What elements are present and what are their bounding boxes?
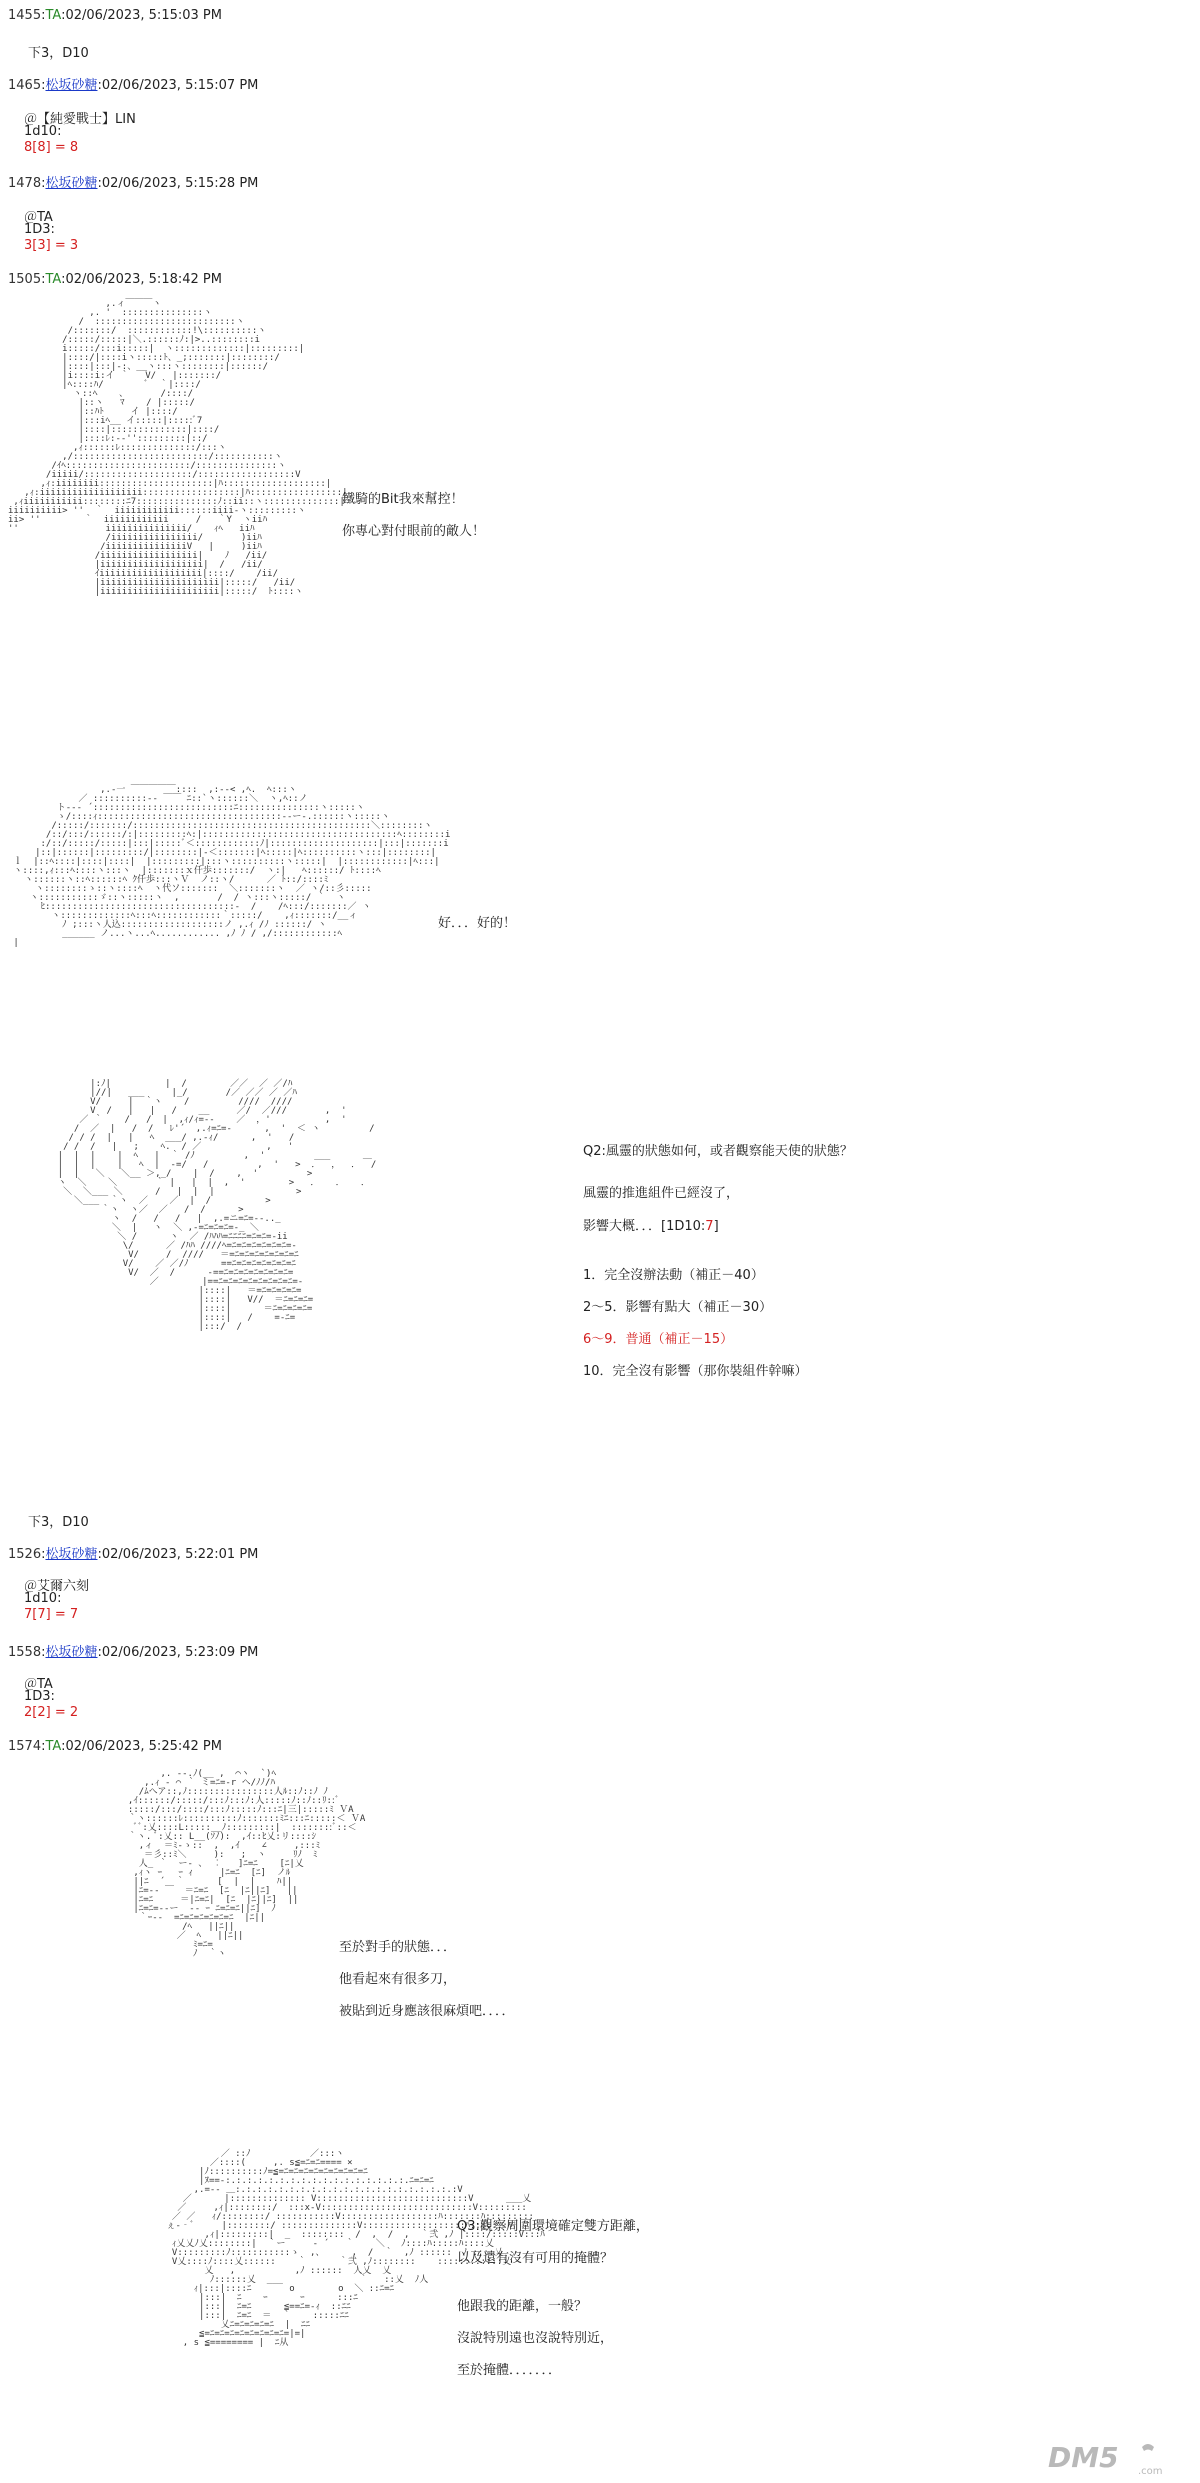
post-header-1478: 1478:松坂砂糖:02/06/2023, 5:15:28 PM <box>8 176 259 191</box>
dice-formula: 1D3: <box>24 222 55 237</box>
dice-value: 7 <box>705 1219 714 1234</box>
post-header-1455: 1455:TA:02/06/2023, 5:15:03 PM <box>8 8 222 23</box>
dice-formula: 1D3: <box>24 1689 55 1704</box>
dm5-logo-watermark <box>1042 2441 1182 2477</box>
dialog-line: 他跟我的距離，一般？ <box>457 2299 588 2314</box>
ascii-art-character-3: ,. ‐-.ﾉ(__ , ⌒ヽ `)ﾍ ,.ｨ ‐ ⌒ ｀ ミ=ﾆ=-r ヘ/ﾉﾉ/ﾊ /ﾑへア::,ﾉ::::::::::::::::人ﾙ::ﾉ::ﾉ ﾉ ,ｲ::::::/:::::/:::ﾉ:::ﾉ:人:::::ﾉ::ﾉ::ﾘ::ﾞ :::::/:::/::::/:::ﾉ:::::ﾉ:::ﾆ|三|:::::ﾐ ＶA ｀ヽ::::::ﾚ::::::::::ﾉ:::::::ﾐﾆ:::ﾆ:::::＜ ＶA ﾞﾞ:乂::::L:::::__ﾉ:::::::::| ::::::::ﾞ::＜ ｀ヽ. ﾞ:乂:: L__(ｿﾉ): ,ｲ::ﾋ乂:リ::::ｼ ,ィ ＝ﾐ-ゝ:: , ,ｲ ∠ ,:::ﾐ ＝彡::ﾐ＼ ): ; ヽ ﾘﾉ ﾐ 人_ ｀ ー‐ 、 ︰ ]ﾆ=ﾆ [ﾆ|乂 ,ｨヽ ｰ ｰ ｨ |ﾆ=ﾆ [ﾆ] ノﾙ ||ﾆ ´ ｀ [ | | ﾊ|| |ﾆ=-‐ ￣ ＝ﾆ=ﾆ [ﾆ |ﾆ||ﾆ] || |ﾆ=ﾆ ＝|ﾆ=ﾆ| [ﾆ |ﾆ||ﾆ] || |ﾆ=ﾆ=-‐ー -‐ ｰ ﾆ=ﾆ=ﾆ||ﾆ] ﾉ ｀ｰ-‐ =ﾆ=ﾆ=ﾆ=ﾆ=ﾆ=ﾆ |ﾆ|| /ﾍ ||ﾆ|| ／ ﾍ ||ﾆ|| ﾐ=ﾆ= ﾉ ｀ヽ <box>127 1769 366 1959</box>
post-header-1465: 1465:松坂砂糖:02/06/2023, 5:15:07 PM <box>8 78 259 93</box>
poster-name-link[interactable]: 松坂砂糖 <box>45 78 98 93</box>
question-q3: Q3:觀察周圍環境確定雙方距離， <box>457 2219 649 2234</box>
post-date: :02/06/2023, 5:18:42 PM <box>61 272 222 287</box>
dice-target: ＠艾爾六刻 <box>24 1579 90 1594</box>
post-header-1574: 1574:TA:02/06/2023, 5:25:42 PM <box>8 1739 222 1754</box>
ascii-art-mech: |:ﾉ| | / ／／ ／ ／/ﾊ |//| ___ |_/ /／ ／／ ／ ／ﾊ V/ | ｀ヽ / //// //// V / | | / __ ／/ ／/// , ' ／ ｀ / / | ,ｨ/ｨ=‐- ／ ，' , ' / ／ | / / ﾚ'´ ,.ｨ=ﾆ=- , ' ＜ ヽ / / / / | | ﾍ ___/ ,.-ｨ/ , ' / / / / | ; ﾍ. / ／ , ' | | | | ﾍ | ｀ /ﾉ , ' ___ ＿ | | | | ﾍ | -=/ / , ' > ． ， ． / | | ＼ ＼__ ＞,_/ | / , ' > ヽ ＼ ＼ ｀ | | | , ' > ． ． ． ＼ ＼___ ＼ / | | | > ＼___ ｀ヽ ／ ／ | / > ｀ヽ ヽ／ ／ / / > ヽ / / / | ,.=ニ=ﾆ=-‐.._ ＼ | ヽ ＼ ,-=ﾆ=ﾆ=ﾆ=-_ ＼ ＼ / ヽ ／ /ﾊﾊﾊ=ﾆﾆﾆﾆ=ﾆ=ﾆ=-ii \/ ／ /ﾊﾊ ////ﾍ=ﾆ=ﾆ=ﾆ=ﾆ=ﾆ=ﾆ=- V/ / //// ＝=ﾆ=ﾆ=ﾆ=ﾆ=ﾆ=ﾆ=ﾆ V/ ／ ／/ﾉ ==ﾆ=ﾆ=ﾆ=ﾆ=ﾆ=ﾆ=ﾆ V/ ／ / -==ﾆ=ﾆ=ﾆ=ﾆ=ﾆ=ﾆ=ﾆ= ／ |==ﾆ=ﾆ=ﾆ=ﾆ=ﾆ=ﾆ=ﾆ=ﾆ=- |::::| ＝=ﾆ=ﾆ=ﾆ=ﾆ= |::::| V// ＝ﾆ=ﾆ=ﾆ= |::::| ＝ﾆ=ﾆ=ﾆ=ﾆ= |::::| / =-ﾆ= |:::/ / <box>57 1079 377 1332</box>
dice-result: 2[2] = 2 <box>24 1705 79 1720</box>
dice-result: 8[8] = 8 <box>24 140 79 155</box>
dialog-line: 鐵騎的Bit我來幫控！ <box>342 492 464 507</box>
option-1: 1．完全沒辦法動（補正－40） <box>583 1268 764 1283</box>
post-header-1526: 1526:松坂砂糖:02/06/2023, 5:22:01 PM <box>8 1547 259 1562</box>
dialog-line: 至於對手的狀態．．． <box>339 1940 457 1955</box>
ascii-art-character-4: ／ ::ﾉ ／:::ヽ ／::::( ,. s≦=ﾆ=ﾆ==== × |ﾉ::::::::::ﾉ=≦=ﾆ=ﾆ=ﾆ=ﾆ=ﾆ=ﾆ=ﾆ=ﾆ=ﾆ |ﾇ==‐:.:.:.:.:.:.:.:.:.:.:.:.:.:.:.:.:.ﾆ=ﾆ=ﾆ ,.=-‐ ＿:.:.:.:.:.:.:.:.:.:.:.:.:.:.:.:.:.:.:.:.:V ／ |:::::::::::::: V::::::::::::::::::::::::::::V ___乂 ／ ,ｨ|::::::::/ :::x-V::::::::::::::::::::::::::::V::::::::: ／ ／ ｨ/::::::::/ :::::::::::V::::::::::::::::::ﾊ:::::::ﾊ::::::::: ぇ-‐ﾞ |::::::::/ ::::::::::::::V:::::::::::::::::::ﾊ:::::::ﾊ ,ｨ|:::::::::| _ :::::::: / , / , ｀弐 ,ﾉ |::::/:::::V:::ﾊ ｨ乂乂ﾉ乂::::::::| ｀ー ‐ ´ ｀ ＼ ﾉ::::ﾊ:::::ﾊ::::乂 V:::::::::ﾉ:::::::::::ゝ ,、 , / ｀ ,ﾉ :::::: ﾉ ::::乂 V乂::::ﾉ::::乂:::::: ｀ ｀弐 ,ﾉ:::::::: ::::::::::::乂 乂 , ,ﾉ :::::: 人乂 乂 ﾉ::::::乂 ___ ｀ ::乂 ﾉ人 ｨ|:::|::::ﾆ o o ＼ ::ﾆ=ﾆ |:::| ﾆ ｰ ｰ :::ﾆ |:::| ﾆ=ﾆ ≦==ﾆ=‐ｨ ::ﾆﾆ |:::| ﾆ=ﾆ ＝ ｀ :::::ﾆﾆ 乂ﾆ=ﾆ=ﾆ=ﾆ=ﾆ | ﾆﾆ ≦=ﾆ=ﾆ=ﾆ=ﾆ=ﾆ=ﾆ=ﾆ=ﾆ=|=| , s ≦======== | ﾆ从 <box>166 2149 545 2348</box>
dice-result: 3[3] = 3 <box>24 238 79 253</box>
dialog-line: 至於掩體．．．．．．． <box>457 2363 562 2378</box>
post-number: 1574 <box>8 1739 42 1754</box>
svg-text:DM5: DM5 <box>1048 2441 1119 2474</box>
poster-name-link[interactable]: 松坂砂糖 <box>45 176 98 191</box>
dice-target: ＠TA <box>24 1677 53 1692</box>
svg-text:.com: .com <box>1138 2466 1163 2477</box>
dice-roll-line: 影響大概．．．[1D10:7] <box>583 1219 719 1234</box>
post-date: :02/06/2023, 5:15:07 PM <box>97 78 259 93</box>
poster-name-link[interactable]: 松坂砂糖 <box>45 1645 98 1660</box>
post-date: :02/06/2023, 5:25:42 PM <box>61 1739 222 1754</box>
option-4: 10．完全沒有影響（那你裝組件幹嘛） <box>583 1364 808 1379</box>
dice-result: 7[7] = 7 <box>24 1607 79 1622</box>
post-header-1558: 1558:松坂砂糖:02/06/2023, 5:23:09 PM <box>8 1645 259 1660</box>
dialog-line: 他看起來有很多刀， <box>339 1972 457 1987</box>
post-text: 下3，D10 <box>28 1515 89 1530</box>
question-q2: Q2:風靈的狀態如何，或者觀察能天使的狀態？ <box>583 1144 853 1159</box>
post-date: :02/06/2023, 5:15:28 PM <box>97 176 259 191</box>
dice-formula: 1d10: <box>24 124 62 139</box>
dialog-line: 以及還有沒有可用的掩體？ <box>457 2251 614 2266</box>
dice-target: ＠TA <box>24 210 53 225</box>
poster-name: TA <box>45 272 62 287</box>
dialog-line: 風靈的推進組件已經沒了， <box>583 1186 740 1201</box>
post-date: :02/06/2023, 5:23:09 PM <box>97 1645 259 1660</box>
poster-name: TA <box>45 1739 62 1754</box>
dice-formula: 1d10: <box>24 1591 62 1606</box>
dialog-line: 你專心對付眼前的敵人！ <box>342 524 486 539</box>
ascii-art-character-2: ,.-一 ￣￣￣￣￣:::: ,:-‐< ,ﾍ. ﾍ:::ヽ ／ ::::::::::-‐ ￣￣ ﾆ::`ヽ::::::＼ ヽ,ﾍ::ノ ト‐-- ´::::::::::::::::::::::::::ﾆ:::::::::::::::ヽ:::::ヽ ゝ/::::ｨ::::::::::::::::::::::::::::::::::-‐ー-.::::::ヽ:::::ヽ /:::::/:::::::/::::::::::::::::::::::::::::::::::::::::::::＼::::::::ヽ /::/:::/::::::/:|:::::::::ﾍ:|::::::::::::::::::::::::::::::::::::ﾍ::::::::i :/::/:::::/:::::|:::|:::::ﾞ＜::::::::::::ﾉ|::::::::::::::::::::|:::|:::::::i |::|::::::|:::::::::/|::::::::|‐＜:::::::|ﾍ:::::|ﾍ::::::::::ヽ:::|::::::::| ｌ |::ﾍ::::|::::|::::| |:::::::::|:::ヽ::::::::::ヽ:::::| |::::::::::::|ﾍ:::| ヽ::::,ｨ:::ﾍ::::ヽ:::ヽ |:::::::ｘ仟歩:::::::/ ヽ:| ﾍ::::::/ ﾄ::::ﾍ ヽ::::::ヽ::ﾍ::::::ﾍ ｸ仟歩:::ヽＶ ノ::ヽ/ ／ ﾄ::/::::ﾐ ヽ::::::::ゝ::ヽ::::ﾍ ヽ代ソ::::::: ＼:::::::ヽ ／ ヽ/::彡::::: ヽ:::::::::::ゞ::ヽ:::::ヽ , / / ヽ:::ヽ:::::/ ｀ ヽ ﾋ:::::::::::::::::::::::::::::::::::- / /ﾍ:::/:::::::／ ヽ ヽ:::::::::::::ﾍ:::ﾍ::::::::::::｀:::::/ ,ｨ:::::::/__ィ ﾉ ;:::ヽ人込:::::::::::::::::::ノ ,.ｨ /ﾉ ::::::/ ヽ ______ ノ...ヽ...ﾍ............ ,ﾉ ﾉ / ,/::::::::::::ﾍ | <box>13 785 451 948</box>
logo-swoosh-icon <box>1142 2444 1154 2451</box>
dialog-line: 被貼到近身應該很麻煩吧．．．． <box>339 2004 515 2019</box>
dice-target: ＠【純愛戰士】LIN <box>24 112 136 127</box>
post-text: 下3，D10 <box>28 46 89 61</box>
post-date: :02/06/2023, 5:22:01 PM <box>97 1547 259 1562</box>
post-number: 1465 <box>8 78 42 93</box>
post-number: 1455 <box>8 8 42 23</box>
option-2: 2～5．影響有點大（補正－30） <box>583 1300 773 1315</box>
post-date: :02/06/2023, 5:15:03 PM <box>61 8 222 23</box>
ascii-art-character-1: ,.ィ￣￣￣ヽ ,. ' :::::::::::::::ヽ / ::::::::::::::::::::::::::ヽ /:::::::/ ::::::::::::!\::::::::::ヽ /:::::/:::::|＼.::::::ﾉ:|>..::::::::i i:::::/:::i:::::| ヽ:::::::::::::|:::::::::| |::::/|::::iヽ:::::ﾄ、_;:::::::|::::::::/ |::::|:::|‐:、__ヽ:::ヽ::::::::|::::::/ |i::::i:イ ｀ V/ |:::::::/ |ﾍ::::ﾊ/ ﾞ ｀|::::/ ヽ::ﾍ 、 /::::/ |::ヽ ﾏ / |:::::/ |::ﾊﾄ イ |::::/ |:::iﾍ__ イ:::::|:::::ﾞ7 |::::|::::::::::::::|::::/ |::::ﾚ:-‐'':::::::::|::/ ,ｨ::::::ﾚ::::::::::::::/:::ヽ ,/:::::::::::::::::::::::::/:::::::::::ヽ /ｲﾍ:::::::::::::::::::::::/:::::::::::::::ヽ /iiiii/::::::::::::::::::::/::::::::::::::::::V ,ｨ:iiiiiiii:::::::::::::::::::::|ﾊ:::::::::::::::::::| ,ｨ:iiiiiiiiiiiiiiiiiii::::::::::::::::::|ﾊ:::::::::::::::::| ,ｨiiiiiiiiiii::::::::ﾆ7:::::::::::::::ﾉ::ii::ヽ::::::::::::::| iiiiiiiiii> '' ｀ iiiiiiiiiiii::::::iiii-ヽ:::::::::ヽ ii> '' ｀ iiiiiiiiiiii / ｀Y ヽiiﾊ '' iiiiiiiiiiiiiii/ ｨﾍ iiﾊ /iiiiiiiiiiiiiiii/ )iiﾊ /iiiiiiiiiiiiiiiV | )iiﾊ /iiiiiiiiiiiiiiiiii| ﾉ /ii/ |iiiiiiiiiiiiiiiiiii| / /ii/ ｲiiiiiiiiiiiiiiiiiii|::::/ /ii/ |iiiiiiiiiiiiiiiiiiiiii|:::::/ /ii/ |iiiiiiiiiiiiiiiiiiiiii|:::::/ ﾄ::::ヽ <box>8 299 348 597</box>
poster-name-link[interactable]: 松坂砂糖 <box>45 1547 98 1562</box>
post-number: 1558 <box>8 1645 42 1660</box>
dialog-line: 好．．．好的！ <box>438 916 517 931</box>
post-header-1505: 1505:TA:02/06/2023, 5:18:42 PM <box>8 272 222 287</box>
poster-name: TA <box>45 8 62 23</box>
post-number: 1478 <box>8 176 42 191</box>
dialog-line: 沒說特別遠也沒說特別近， <box>457 2331 614 2346</box>
post-number: 1526 <box>8 1547 42 1562</box>
option-3-selected: 6～9．普通（補正－15） <box>583 1332 734 1347</box>
post-number: 1505 <box>8 272 42 287</box>
